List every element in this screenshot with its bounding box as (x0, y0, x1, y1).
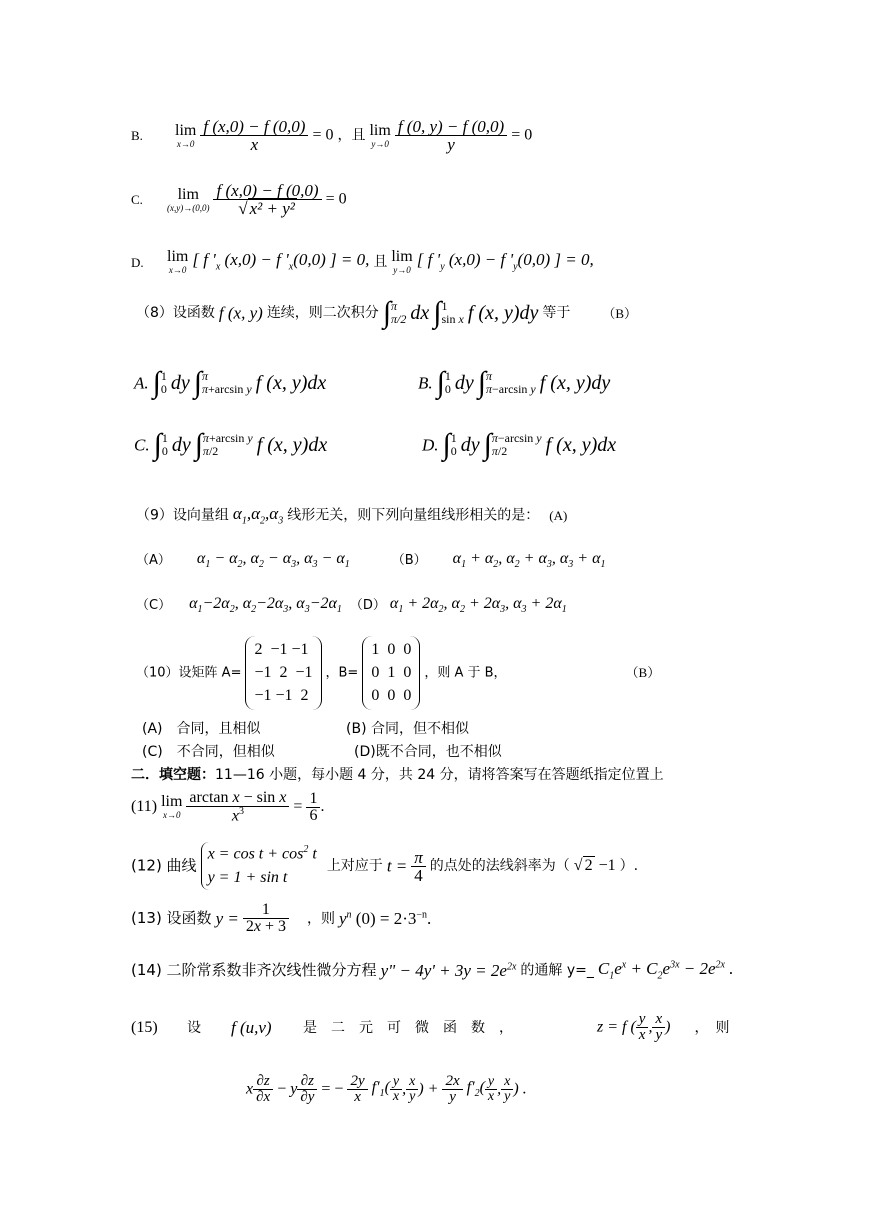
q10-option-b: (B) 合同，但不相似 (346, 721, 469, 737)
option-label: B. (131, 128, 143, 143)
limit-operator: lim x→0 (167, 248, 189, 275)
question-text: （8）设函数 (136, 305, 215, 321)
option-c-row (131, 182, 347, 217)
question-11: (11) lim x→0 $\frac{\text{arctan x − sin x}}{x^3}$ = $\frac{1}{6}$ . (131, 789, 325, 825)
t-value: $\frac{\pi}{4}$ (411, 849, 426, 884)
integral-sign: ∫ (483, 428, 492, 461)
answer: (A) (549, 508, 568, 524)
q8-option-d: D. ∫ 1 0 dy ∫ π−arcsin y π/2 f (x, y)dx (422, 428, 617, 461)
limit-operator: lim y→0 (391, 248, 413, 275)
question-8: （8）设函数 f (x, y) 连续，则二次积分 ∫ π π/2 dx ∫ 1 sin x f (x, y)dy 等于 （B） (136, 296, 638, 329)
section-heading (131, 768, 664, 782)
q15-answer: x $\frac{\partial z}{\partial x}$ − y $\frac{\partial z}{\partial y}$ = − $\frac{2y}{x}$ $f'_1$( $\frac{y}{x}$ , $\frac{x}{y}$ ) + $\frac{2x}{y}$ $f'_2$( $\frac{y}{x}$ , $\frac{x}{y}$ ) . (246, 1073, 527, 1105)
q10-option-d: (D)既不合同，也不相似 (354, 744, 502, 760)
quotient-over-norm: $\frac{f (x,0) - f (0,0)}{\text{√ x² + y²}}$ (213, 182, 321, 217)
q9-option-c: $\alpha_1-2\alpha_2$, $\alpha_2-2\alpha_3$, $\alpha_3-2\alpha_1$ (189, 595, 342, 616)
differential-equation: y" − $4y' + 3y = 2e^{2x}$ (380, 961, 517, 981)
integral-bounds: 1 sin x (441, 298, 464, 326)
answer-one-sixth: $\frac{1}{6}$ (306, 791, 320, 824)
answer: （B） (625, 665, 661, 681)
option-d-row (131, 249, 594, 275)
matrix-a: 2 −1 −1 −1 2 −1 −1 −1 2 (245, 636, 321, 710)
conjunction: 且 (373, 254, 388, 270)
question-9: （9）设向量组 $\alpha_1,\alpha_2,\alpha_3$ 线形无关，则下列向量组线形相关的是： (A) (136, 504, 568, 527)
q8-option-c: C. ∫ 1 0 dy ∫ π+arcsin y π/2 f (x, y)dx (134, 428, 328, 461)
equals-zero: = 0 (511, 126, 533, 144)
integrand: f (x, y)dy (467, 302, 539, 324)
composite-function: z = f ( (597, 1018, 636, 1036)
question-10: （10）设矩阵 A= 2 −1 −1 −1 2 −1 −1 −1 2 ，B= 1 0 0 0 1 0 0 0 0 ，则 A 于 B， （B） (136, 636, 660, 710)
question-12: (12) 曲线 $x = \cos t + \cos^2 t$ y = 1 + sin t 上对应于 t = $\frac{\pi}{4}$ 的点处的法线斜率为（ √ 2 −1 ）. (131, 842, 638, 890)
nth-derivative-answer: $y^n$ $(0) = 2\cdot 3^{-n}$. (338, 909, 432, 928)
function-expression: $\frac{1}{2x + 3}$ (243, 902, 289, 935)
limit-operator: lim x→0 (161, 793, 183, 821)
difference-quotient: $\frac{f (0, y) - f (0,0)}{y}$ (395, 118, 507, 153)
partial-derivative-difference: [ f '$_y$ (x,0) − f '$_y(0,0)$ ] = 0, (416, 250, 594, 273)
integral-sign: ∫ (477, 366, 486, 399)
q10-option-c: (C) 不合同，但相似 (142, 744, 275, 760)
integral-bounds: π π/2 (391, 298, 407, 326)
function-fuv: f (u,v) (231, 1018, 272, 1037)
question-text: 等于 (542, 305, 571, 321)
difference-quotient: $\frac{f (x,0) - f (0,0)}{x}$ (200, 118, 308, 153)
partial-derivative-difference: [ f '$_x$ (x,0) − f '$_x(0,0)$ ] = 0, (192, 250, 370, 273)
integral-sign: ∫ (433, 296, 442, 329)
option-label: D. (131, 254, 144, 270)
integral-sign: ∫ (382, 296, 392, 329)
integral-sign: ∫ (442, 428, 451, 461)
integral-sign: ∫ (193, 366, 202, 399)
general-solution: $C_1e^x + C_2e^{3x} - 2e^{2x}$ . (597, 959, 734, 982)
matrix-b: 1 0 0 0 1 0 0 0 0 (362, 636, 420, 710)
vector-group: $\alpha_1,\alpha_2,\alpha_3$ (232, 504, 284, 527)
limit-operator: lim y→0 (369, 121, 391, 149)
answer: （B） (602, 305, 638, 321)
integral-sign: ∫ (153, 428, 162, 461)
q9-option-a: $\alpha_1 - \alpha_2$, $\alpha_2 - \alpha_3$, $\alpha_3 - \alpha_1$ (196, 550, 350, 571)
q10-option-a: (A) 合同，且相似 (142, 721, 261, 737)
equals-zero: = 0 (325, 190, 347, 208)
q9-options-cd: （C） $\alpha_1-2\alpha_2$, $\alpha_2-2\alpha_3$, $\alpha_3-2\alpha_1$ （D） $\alpha_1 + 2\alpha_2$, $\alpha_2 + 2\alpha_3$, $\alpha_3 + 2\alpha_1$ (136, 595, 567, 616)
limit-operator: lim (x,y)→(0,0) (167, 185, 210, 213)
conjunction: ，且 (337, 127, 366, 144)
integral-sign: ∫ (194, 428, 203, 461)
q9-option-d: $\alpha_1 + 2\alpha_2$, $\alpha_2 + 2\alpha_3$, $\alpha_3 + 2\alpha_1$ (389, 595, 567, 616)
function-fxy: f (x, y) (218, 303, 263, 323)
q9-options-ab: （A） $\alpha_1 - \alpha_2$, $\alpha_2 - \alpha_3$, $\alpha_3 - \alpha_1$ （B） $\alpha_1 + \alpha_2$, $\alpha_2 + \alpha_3$, $\alpha_3 + \alpha_1$ (136, 550, 606, 571)
integral-sign: ∫ (436, 366, 445, 399)
limit-expression: $\frac{\text{arctan x − sin x}}{x^3}$ (186, 790, 289, 824)
q9-option-b: $\alpha_1 + \alpha_2$, $\alpha_2 + \alpha_3$, $\alpha_3 + \alpha_1$ (452, 550, 606, 571)
question-14: (14) 二阶常系数非齐次线性微分方程 y" − $4y' + 3y = 2e^{2x}$ 的通解 y=_ $C_1e^x + C_2e^{3x} - 2e^{2x}$ . (131, 959, 734, 982)
question-text: 连续，则二次积分 (266, 305, 379, 321)
option-label: C. (131, 192, 143, 207)
q8-option-b: B. ∫ 1 0 dy ∫ π π−arcsin y f (x, y)dy (418, 366, 611, 399)
question-15: (15) 设 f (u,v) 是 二 元 可 微 函 数 ， z = f ( $\frac{y}{x}$ , $\frac{x}{y}$ ) ， 则 (131, 1011, 730, 1043)
q8-option-a: A. ∫ 1 0 dy ∫ π π+arcsin y f (x, y)dx (134, 366, 327, 399)
section-description: 11—16 小题，每小题 4 分，共 24 分，请将答案写在答题纸指定位置上 (215, 767, 664, 783)
normal-slope: √ 2 −1 (573, 857, 616, 875)
limit-operator: lim x→0 (175, 121, 197, 149)
parametric-curve: $x = \cos t + \cos^2 t$ y = 1 + sin t (201, 842, 317, 890)
section-title: 二．填空题： (131, 767, 215, 783)
equals-zero: = 0 (312, 126, 334, 144)
question-13: (13) 设函数 y = $\frac{1}{2x + 3}$ ，则 $y^n$ $(0) = 2\cdot 3^{-n}$. (131, 901, 432, 935)
integral-sign: ∫ (152, 366, 161, 399)
option-b-row (131, 118, 532, 153)
